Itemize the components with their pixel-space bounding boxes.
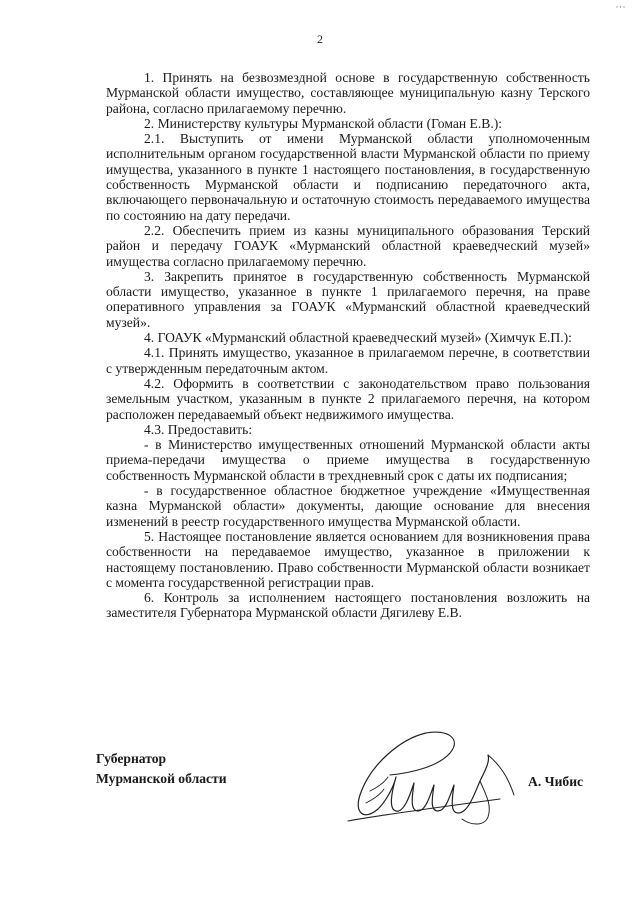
paragraph-4-1: 4.1. Принять имущество, указанное в прилагаемом перечне, в соответствии с утвержденным передаточным актом. — [106, 345, 590, 376]
paragraph-3: 3. Закрепить принятое в государственную собственность Мурманской области имущество, указанное в пункте 1 прилагаемого перечня, на праве оперативного управления за ГОАУК «Мурманский областной краеведческий музей». — [106, 268, 590, 330]
paragraph-4-3: 4.3. Предоставить: — [144, 421, 253, 437]
decree-body — [106, 70, 590, 621]
signatory-title-line2: Мурманской области — [96, 771, 227, 786]
signatory-title-line1: Губернатор — [96, 751, 167, 766]
paragraph-4-3-a: - в Министерство имущественных отношений Мурманской области акты приема-передачи имущества о приеме имущества в государственную собственность Мурманской области в трехдневный срок с даты их подписания; — [106, 437, 590, 483]
paragraph-2-1: 2.1. Выступить от имени Мурманской области уполномоченным исполнительным органом государственной власти Мурманской области по приему имущества, указанного в пункте 1 настоящего постановления, в государственную собственность Мурманской области и подписанию передаточного акта, включающего первоначальную и остаточную стоимость передаваемого имущества по состоянию на дату передачи. — [106, 131, 590, 223]
handwritten-signature — [330, 725, 530, 835]
paragraph-2-2: 2.2. Обеспечить прием из казны муниципального образования Терский район и передачу ГОАУК «Мурманский областной краеведческий музей» имущества согласно прилагаемому перечню. — [106, 222, 590, 269]
paragraph-6: 6. Контроль за исполнением настоящего постановления возложить на заместителя Губернатора Мурманской области Дягилеву Е.В. — [106, 590, 590, 621]
signatory-name: А. Чибис — [528, 774, 584, 789]
paragraph-5: 5. Настоящее постановление является основанием для возникновения права собственности на передаваемое имущество, указанное в приложении к настоящему постановлению. Право собственности Мурманской области возникает с момента государственной регистрации прав. — [106, 528, 590, 590]
paragraph-1: 1. Принять на безвозмездной основе в государственную собственность Мурманской области имущество, составляющее муниципальную казну Терского района, согласно прилагаемому перечню. — [106, 70, 590, 116]
paragraph-4-2: 4.2. Оформить в соответствии с законодательством право пользования земельным участком, указанным в пункте 2 прилагаемого перечня, на котором расположен передаваемый объект недвижимого имущества. — [106, 375, 590, 422]
scan-corner-mark: ··· — [615, 2, 626, 12]
paragraph-4-3-b: - в государственное областное бюджетное учреждение «Имущественная казна Мурманской области» документы, дающие основание для внесения изменений в реестр государственного имущества Мурманской области. — [106, 483, 590, 529]
paragraph-4: 4. ГОАУК «Мурманский областной краеведческий музей» (Химчук Е.П.): — [144, 330, 572, 346]
paragraph-2: 2. Министерству культуры Мурманской области (Гоман Е.В.): — [144, 115, 503, 131]
signatory-title — [96, 749, 227, 789]
page-number: 2 — [317, 32, 323, 46]
